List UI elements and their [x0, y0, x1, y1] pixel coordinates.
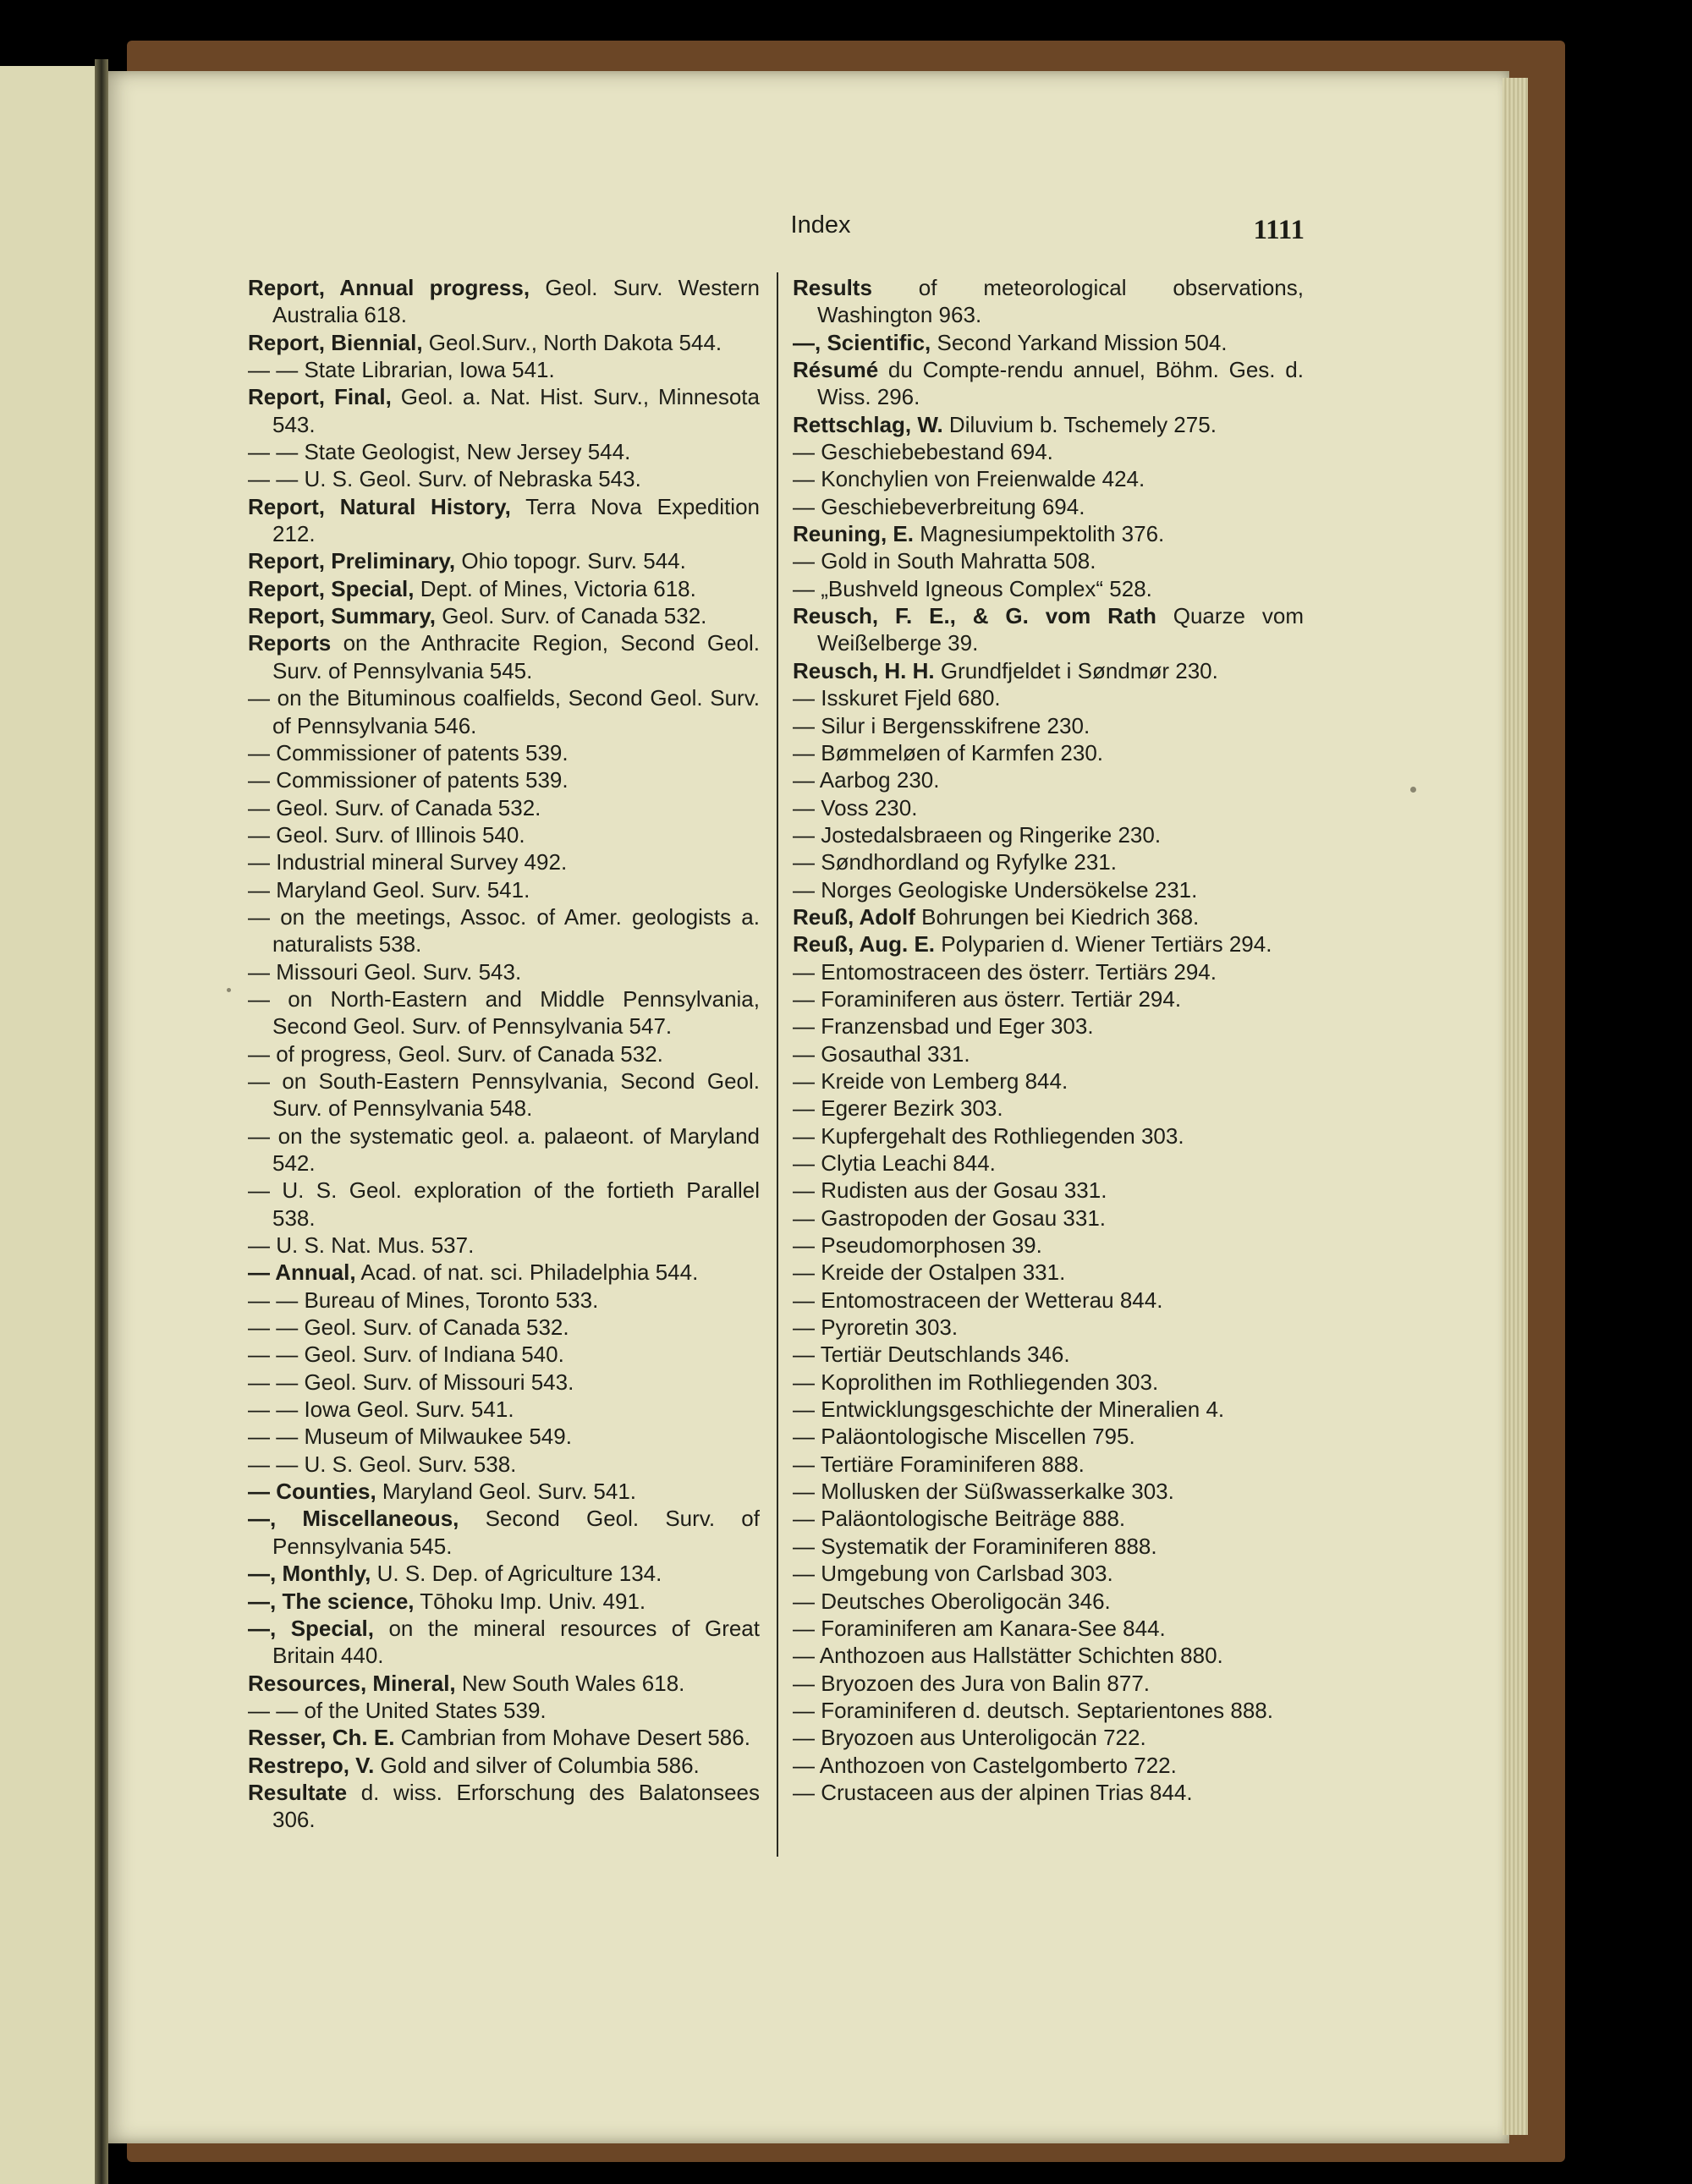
index-entry	[793, 1396, 1304, 1423]
index-entry-heading: Resultate	[248, 1779, 348, 1805]
index-entry	[248, 1232, 760, 1259]
index-entry-text: — Systematik der Foraminiferen 888.	[793, 1533, 1157, 1559]
left-page-edge	[0, 66, 102, 2184]
index-entry-text: — Jostedalsbraeen og Ringerike 230.	[793, 821, 1162, 848]
index-entry-text: — Geschiebebestand 694.	[793, 439, 1053, 465]
index-entry-heading: Report, Special,	[248, 575, 415, 601]
index-entry	[248, 438, 760, 465]
index-entry-heading: —, Special,	[248, 1615, 374, 1641]
index-entry-text: — on South-Eastern Pennsylvania, Second Geol. Surv. of Pennsylvania 548.	[248, 1067, 760, 1122]
index-entry	[248, 1287, 760, 1314]
index-entry-text: — Entomostraceen der Wetterau 844.	[793, 1287, 1163, 1313]
index-entry	[793, 1779, 1304, 1806]
index-entry-heading: —, Scientific,	[793, 329, 931, 355]
index-entry-heading: Report, Summary,	[248, 603, 437, 629]
index-entry-text: — Geol. Surv. of Canada 532.	[248, 794, 541, 820]
index-entry-text: — Voss 230.	[793, 794, 918, 820]
index-entry	[248, 465, 760, 492]
index-entry	[793, 794, 1304, 821]
index-entry	[248, 1779, 760, 1834]
index-entry	[793, 1423, 1304, 1450]
page-speck	[227, 988, 231, 992]
index-entry	[793, 1505, 1304, 1532]
index-entry-text: — Kreide von Lemberg 844.	[793, 1067, 1068, 1094]
index-entry	[793, 274, 1304, 329]
index-entry-text: Gold and silver of Columbia 586.	[374, 1752, 700, 1778]
index-entry-text: — Franzensbad und Eger 303.	[793, 1013, 1094, 1040]
index-entry-text: Second Yarkand Mission 504.	[931, 329, 1228, 355]
index-entry-text: — — U. S. Geol. Surv. of Nebraska 543.	[248, 466, 641, 492]
index-entry-heading: Reusch, H. H.	[793, 657, 935, 683]
index-entry	[793, 1095, 1304, 1122]
index-entry	[248, 1588, 760, 1615]
index-entry-text: — Deutsches Oberoligocän 346.	[793, 1588, 1111, 1614]
index-entry-text: — „Bushveld Igneous Complex“ 528.	[793, 575, 1152, 601]
index-entry-text: — Egerer Bezirk 303.	[793, 1095, 1003, 1122]
index-entry-text: — Anthozoen aus Hallstätter Schichten 880.	[793, 1643, 1223, 1669]
index-entry-text: — Pyroretin 303.	[793, 1314, 959, 1341]
index-entry-heading: Results	[793, 275, 872, 300]
index-entry-text: — of progress, Geol. Surv. of Canada 532.	[248, 1040, 663, 1067]
index-entry	[248, 1396, 760, 1423]
index-entry	[248, 903, 760, 958]
index-entry	[793, 1067, 1304, 1095]
index-entry	[248, 958, 760, 985]
index-entry	[793, 1670, 1304, 1697]
index-entry-text: — on the Bituminous coalfields, Second Geol. Surv. of Pennsylvania 546.	[248, 685, 760, 738]
index-entry-heading: —, Miscellaneous,	[248, 1506, 459, 1532]
index-entry-heading: Reuning, E.	[793, 521, 914, 547]
index-entry-text: — Koprolithen im Rothliegenden 303.	[793, 1369, 1159, 1395]
index-entry	[793, 1615, 1304, 1642]
page-edges	[1502, 78, 1528, 2135]
index-entry	[248, 1369, 760, 1396]
index-entry	[793, 493, 1304, 520]
index-entry-text: — — Geol. Surv. of Canada 532.	[248, 1314, 569, 1341]
index-entry-heading: Resources, Mineral,	[248, 1670, 456, 1696]
index-entry-text: — Commissioner of patents 539.	[248, 739, 569, 765]
index-entry	[793, 903, 1304, 930]
index-entry	[248, 1423, 760, 1450]
index-entry-text: Geol. a. Nat. Hist. Surv., Minnesota 543.	[272, 384, 760, 437]
index-entry	[248, 1752, 760, 1779]
index-entry-text: — Konchylien von Freienwalde 424.	[793, 466, 1145, 492]
index-entry	[793, 356, 1304, 411]
index-entry	[248, 1341, 760, 1368]
index-entry-text: — U. S. Geol. exploration of the fortieth Parallel 538.	[248, 1177, 760, 1231]
index-entry-text: — Entomostraceen des österr. Tertiärs 294.	[793, 958, 1217, 985]
index-entry	[248, 1451, 760, 1478]
index-entry-text: — Aarbog 230.	[793, 767, 940, 793]
index-entry-text: Geol. Surv. of Canada 532.	[436, 603, 707, 629]
index-entry	[248, 493, 760, 548]
index-entry-text: — U. S. Nat. Mus. 537.	[248, 1232, 475, 1259]
book-gutter	[95, 59, 108, 2184]
index-entry-text: — Mollusken der Süßwasserkalke 303.	[793, 1479, 1174, 1505]
index-entry-heading: Reusch, F. E., & G. vom Rath	[793, 603, 1156, 629]
index-entry-text: — — Geol. Surv. of Indiana 540.	[248, 1342, 564, 1368]
index-entry-heading: Reports	[248, 630, 332, 656]
index-entry-heading: —, The science,	[248, 1588, 415, 1614]
index-entry-text: — — Bureau of Mines, Toronto 533.	[248, 1287, 599, 1313]
page-number: 1111	[1253, 215, 1305, 245]
index-entry-text: — Foraminiferen aus österr. Tertiär 294.	[793, 985, 1182, 1012]
index-entry	[248, 1505, 760, 1560]
index-entry-text: — Missouri Geol. Surv. 543.	[248, 958, 522, 985]
index-entry	[793, 411, 1304, 438]
index-entry	[793, 684, 1304, 711]
index-entry	[248, 1670, 760, 1697]
index-entry-text: — Entwicklungsgeschichte der Mineralien 4.	[793, 1397, 1225, 1423]
index-entry	[248, 383, 760, 438]
index-entry-text: — Isskuret Fjeld 680.	[793, 685, 1001, 711]
index-entry-text: — Norges Geologiske Undersökelse 231.	[793, 876, 1198, 903]
index-entry-text: Bohrungen bei Kiedrich 368.	[915, 903, 1200, 930]
index-entry-text: — Foraminiferen am Kanara-See 844.	[793, 1615, 1166, 1641]
index-entry	[793, 520, 1304, 547]
index-entry	[248, 794, 760, 821]
index-entry	[793, 465, 1304, 492]
index-entry-text: Cambrian from Mohave Desert 586.	[394, 1725, 750, 1751]
index-entry	[793, 575, 1304, 602]
index-entry-text: — on the systematic geol. a. palaeont. of Maryland 542.	[248, 1122, 760, 1176]
index-entry-text: — Bryozoen des Jura von Balin 877.	[793, 1670, 1151, 1696]
index-entry-text: Quarze vom Weißelberge 39.	[817, 603, 1305, 656]
index-entry	[793, 985, 1304, 1012]
index-entry	[793, 602, 1304, 657]
index-entry	[248, 739, 760, 766]
index-entry-text: of meteorological observations, Washington 963.	[817, 275, 1304, 328]
index-entry	[793, 930, 1304, 958]
index-entry-heading: Report, Preliminary,	[248, 548, 456, 574]
index-entry	[248, 629, 760, 684]
index-entry-text: — — Iowa Geol. Surv. 541.	[248, 1397, 514, 1423]
index-entry	[248, 1478, 760, 1505]
index-entry	[793, 329, 1304, 356]
index-entry	[793, 1724, 1304, 1751]
index-entry-text: Geol.Surv., North Dakota 544.	[422, 329, 722, 355]
column-divider	[777, 272, 778, 1857]
index-entry	[793, 438, 1304, 465]
index-entry	[793, 1177, 1304, 1204]
index-entry-text: — Rudisten aus der Gosau 331.	[793, 1177, 1107, 1204]
index-entry-text: — Pseudomorphosen 39.	[793, 1232, 1042, 1259]
index-entry	[248, 848, 760, 875]
index-entry-text: Acad. of nat. sci. Philadelphia 544.	[355, 1259, 699, 1286]
index-entry-text: — on North-Eastern and Middle Pennsylvania, Second Geol. Surv. of Pennsylvania 547.	[248, 985, 760, 1040]
index-entry	[248, 1122, 760, 1177]
index-entry	[793, 712, 1304, 739]
index-entry	[248, 1724, 760, 1751]
running-header-title: Index	[790, 211, 851, 239]
index-entry-text: — Clytia Leachi 844.	[793, 1150, 996, 1176]
index-entry-text: Diluvium b. Tschemely 275.	[942, 411, 1217, 437]
index-entry	[248, 766, 760, 793]
index-entry-heading: Restrepo, V.	[248, 1752, 375, 1778]
index-entry-text: — Tertiär Deutschlands 346.	[793, 1342, 1070, 1368]
index-entry-text: on the Anthracite Region, Second Geol. Surv. of Pennsylvania 545.	[272, 630, 760, 683]
index-entry-text: Magnesiumpektolith 376.	[914, 521, 1165, 547]
index-entry-text: — Commissioner of patents 539.	[248, 767, 569, 793]
index-entry-text: — Crustaceen aus der alpinen Trias 844.	[793, 1779, 1193, 1805]
index-entry	[793, 1642, 1304, 1669]
index-entry	[793, 1697, 1304, 1724]
index-entry	[248, 1615, 760, 1670]
index-entry-heading: Rettschlag, W.	[793, 411, 943, 437]
index-entry	[793, 1314, 1304, 1341]
index-entry	[793, 1012, 1304, 1040]
index-entry	[248, 356, 760, 383]
index-entry-text: — Kreide der Ostalpen 331.	[793, 1259, 1066, 1286]
index-entry	[793, 547, 1304, 574]
index-entry-text: — Tertiäre Foraminiferen 888.	[793, 1451, 1085, 1477]
index-entry	[248, 274, 760, 329]
index-entry-text: — — Geol. Surv. of Missouri 543.	[248, 1369, 574, 1395]
index-entry	[248, 1314, 760, 1341]
index-entry-text: Second Geol. Surv. of Pennsylvania 545.	[272, 1506, 760, 1559]
index-entry	[793, 821, 1304, 848]
index-entry	[248, 821, 760, 848]
index-entry-text: — Foraminiferen d. deutsch. Septarientones 888.	[793, 1697, 1273, 1723]
index-entry	[248, 329, 760, 356]
index-entry-text: — Kupfergehalt des Rothliegenden 303.	[793, 1122, 1184, 1149]
index-entry-text: — Gold in South Mahratta 508.	[793, 548, 1096, 574]
index-entry	[248, 547, 760, 574]
index-entry-heading: Reuß, Aug. E.	[793, 931, 936, 958]
index-entry-text: Terra Nova Expedition 212.	[272, 493, 760, 547]
index-entry-text: Grundfjeldet i Søndmør 230.	[934, 657, 1218, 683]
index-entry-heading: — Counties,	[248, 1479, 376, 1505]
index-entry	[248, 1177, 760, 1232]
index-entry-text: — — of the United States 539.	[248, 1697, 547, 1723]
left-column	[248, 274, 760, 1834]
index-entry	[793, 1588, 1304, 1615]
index-entry-text: — Gosauthal 331.	[793, 1040, 970, 1067]
index-entry-text: — Umgebung von Carlsbad 303.	[793, 1561, 1113, 1587]
index-entry-heading: — Annual,	[248, 1259, 356, 1286]
page-speck	[1410, 787, 1416, 793]
index-entry-heading: Reuß, Adolf	[793, 903, 915, 930]
index-entry	[793, 1533, 1304, 1560]
index-entry	[793, 1040, 1304, 1067]
index-entry-text: — Anthozoen von Castelgomberto 722.	[793, 1752, 1177, 1778]
index-entry-text: — Geschiebeverbreitung 694.	[793, 493, 1085, 519]
index-entry	[793, 876, 1304, 903]
index-entry-text: — Geol. Surv. of Illinois 540.	[248, 821, 525, 848]
index-entry	[793, 1287, 1304, 1314]
index-entry-text: U. S. Dep. of Agriculture 134.	[371, 1561, 662, 1587]
index-entry-text: Maryland Geol. Surv. 541.	[376, 1479, 636, 1505]
index-entry-text: — Maryland Geol. Surv. 541.	[248, 876, 530, 903]
index-entry	[248, 575, 760, 602]
index-entry-text: — Gastropoden der Gosau 331.	[793, 1204, 1107, 1231]
index-entry-text: — Paläontologische Miscellen 795.	[793, 1424, 1135, 1450]
index-entry	[248, 1560, 760, 1587]
index-entry-heading: Report, Natural History,	[248, 493, 511, 519]
index-entry-text: Polyparien d. Wiener Tertiärs 294.	[935, 931, 1272, 958]
index-entry-text: — Bømmeløen of Karmfen 230.	[793, 739, 1104, 765]
index-entry	[793, 1369, 1304, 1396]
index-entry	[793, 1478, 1304, 1505]
index-entry-text: Geol. Surv. Western Australia 618.	[272, 275, 761, 328]
index-entry	[793, 1232, 1304, 1259]
index-entry-text: New South Wales 618.	[455, 1670, 685, 1696]
index-entry	[248, 876, 760, 903]
index-entry-text: du Compte-rendu annuel, Böhm. Ges. d. Wiss. 296.	[817, 357, 1304, 410]
index-entry	[248, 1067, 760, 1122]
index-entry-text: — — State Geologist, New Jersey 544.	[248, 439, 631, 465]
index-entry-text: — Silur i Bergensskifrene 230.	[793, 712, 1090, 738]
index-entry	[793, 1122, 1304, 1150]
index-entry	[793, 1752, 1304, 1779]
index-entry	[793, 766, 1304, 793]
index-entry	[793, 1341, 1304, 1368]
index-entry	[793, 958, 1304, 985]
index-entry-heading: Report, Final,	[248, 384, 392, 410]
index-entry	[248, 1040, 760, 1067]
index-entry-text: — Søndhordland og Ryfylke 231.	[793, 849, 1117, 875]
index-entry	[248, 1259, 760, 1286]
index-entry-text: Ohio topogr. Surv. 544.	[455, 548, 686, 574]
index-entry-text: — on the meetings, Assoc. of Amer. geologists a. naturalists 538.	[248, 903, 760, 958]
index-entry-text: — — Museum of Milwaukee 549.	[248, 1424, 572, 1450]
index-entry-text: — Paläontologische Beiträge 888.	[793, 1506, 1126, 1532]
index-entry	[793, 657, 1304, 684]
index-entry	[248, 1697, 760, 1724]
index-entry	[248, 985, 760, 1040]
index-entry-text: — — U. S. Geol. Surv. 538.	[248, 1451, 517, 1477]
index-entry-text: — — State Librarian, Iowa 541.	[248, 357, 555, 383]
index-entry-heading: Résumé	[793, 357, 879, 383]
index-entry-text: — Industrial mineral Survey 492.	[248, 849, 568, 875]
index-entry-text: — Bryozoen aus Unteroligocän 722.	[793, 1725, 1146, 1751]
index-entry	[248, 602, 760, 629]
index-entry	[793, 1451, 1304, 1478]
index-entry	[793, 1204, 1304, 1232]
index-entry-text: Tōhoku Imp. Univ. 491.	[414, 1588, 646, 1614]
index-entry-heading: Report, Biennial,	[248, 329, 423, 355]
index-entry-heading: Report, Annual progress,	[248, 275, 530, 300]
index-entry	[793, 848, 1304, 875]
index-entry	[793, 739, 1304, 766]
index-entry	[248, 684, 760, 739]
index-entry-heading: Resser, Ch. E.	[248, 1725, 395, 1751]
index-entry-text: on the mineral resources of Great Britain 440.	[272, 1615, 760, 1669]
index-entry-text: Dept. of Mines, Victoria 618.	[414, 575, 696, 601]
index-entry-text: d. wiss. Erforschung des Balatonsees 306.	[272, 1779, 760, 1833]
right-column	[793, 274, 1304, 1806]
index-entry	[793, 1150, 1304, 1177]
index-entry-heading: —, Monthly,	[248, 1561, 371, 1587]
index-entry	[793, 1259, 1304, 1286]
index-entry	[793, 1560, 1304, 1587]
